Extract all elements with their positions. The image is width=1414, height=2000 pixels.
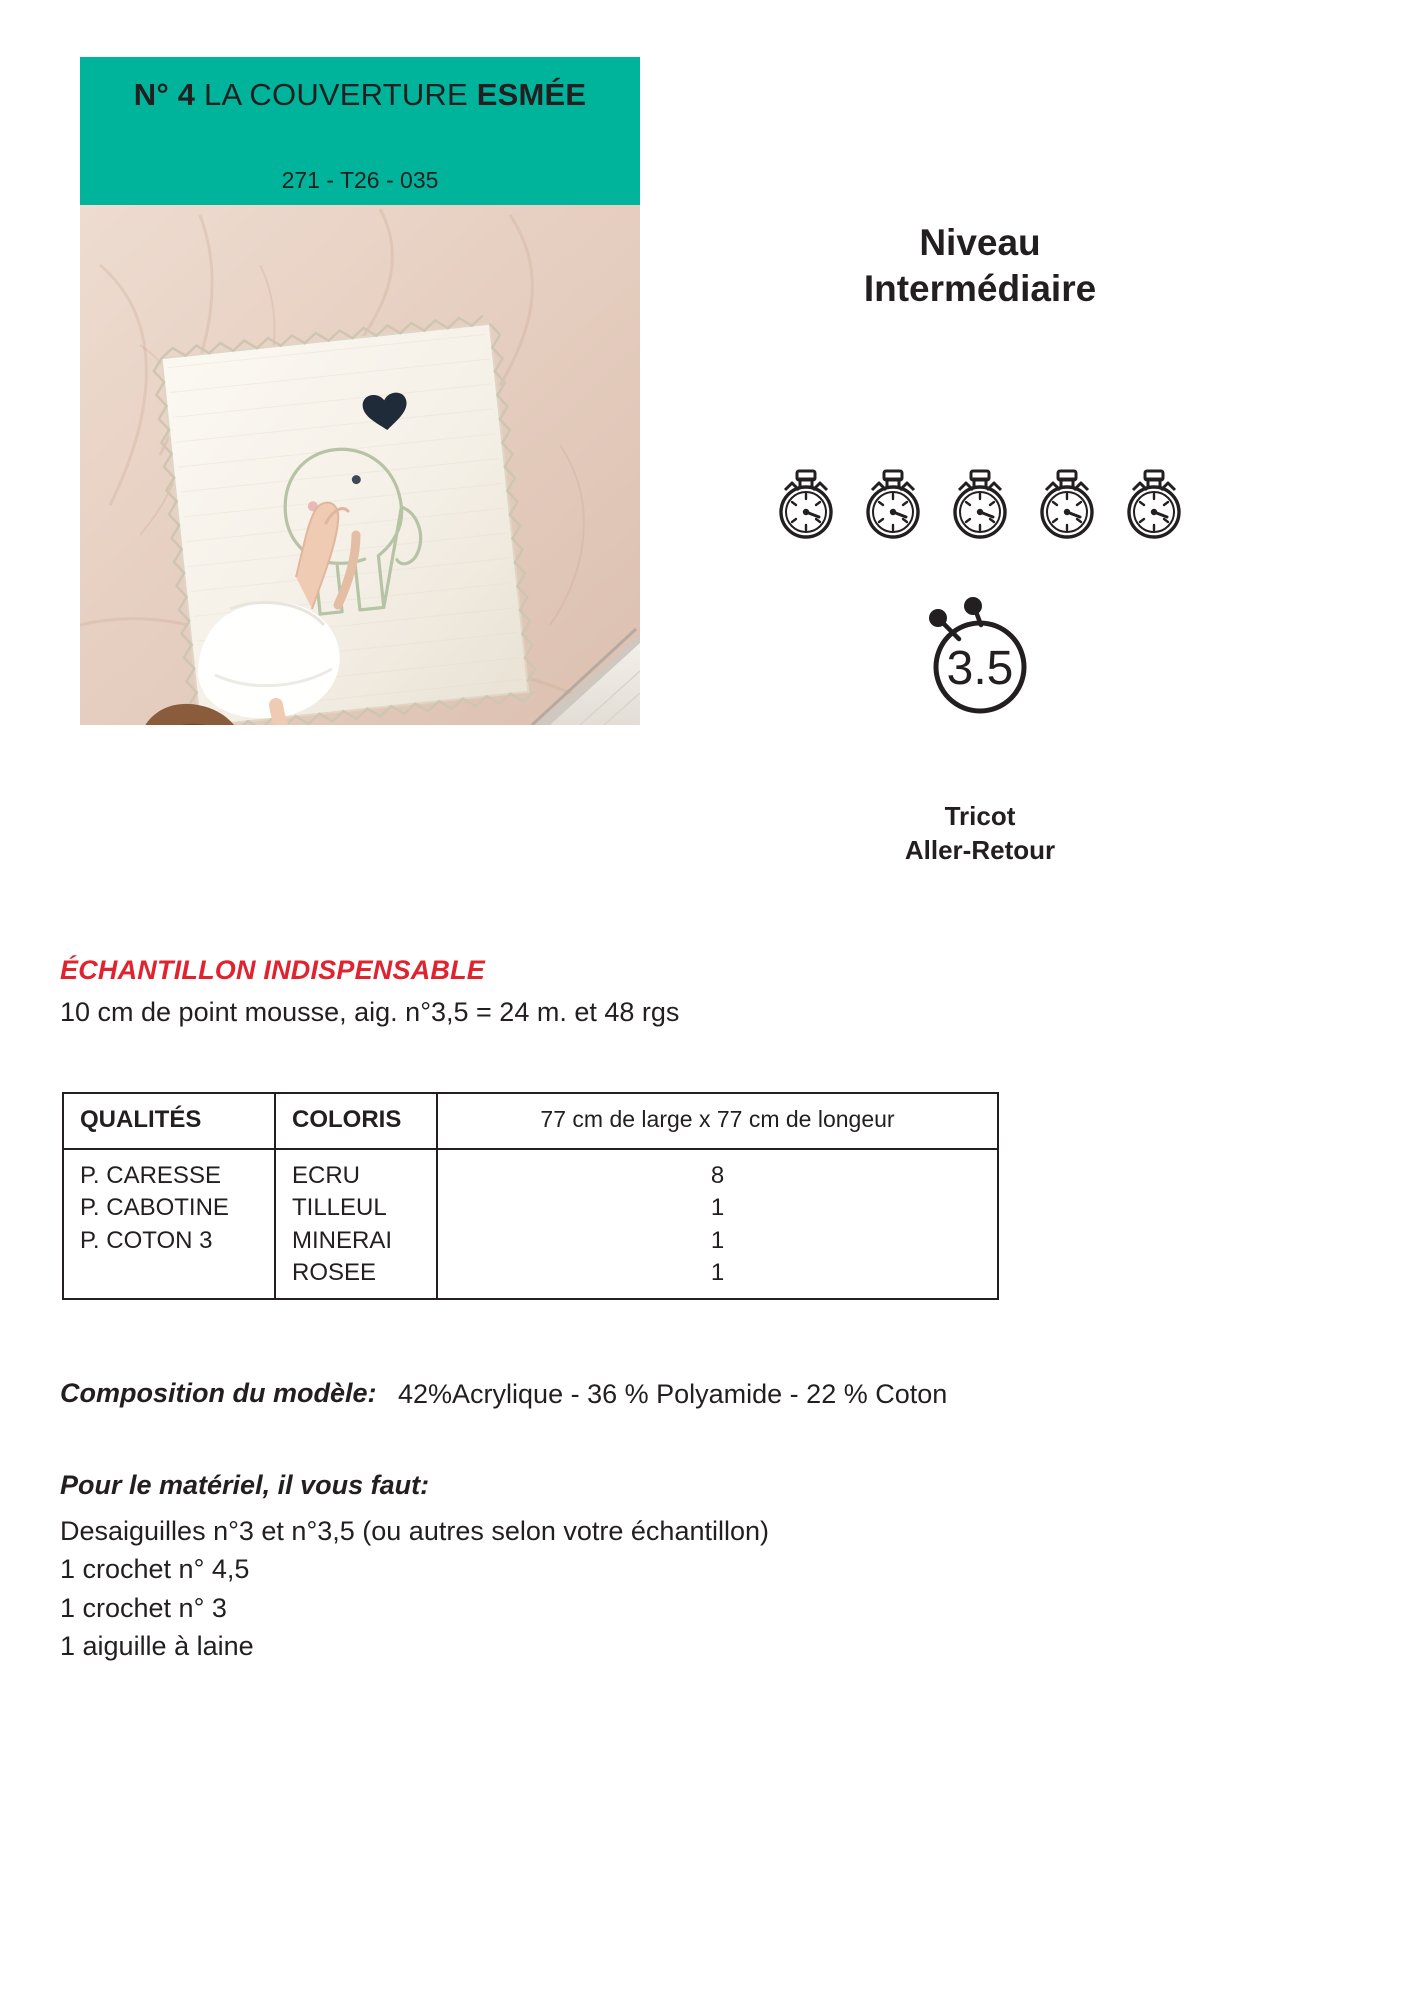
list-item: Desaiguilles n°3 et n°3,5 (ou autres selon votre échantillon) — [60, 1516, 770, 1546]
pattern-reference: 271 - T26 - 035 — [281, 167, 439, 193]
pattern-title-bold: ESMÉE — [476, 77, 587, 112]
stopwatch-icon — [945, 468, 1015, 540]
colors-list — [292, 1160, 436, 1290]
cell-qualities — [63, 1149, 275, 1299]
stopwatch-icon — [771, 468, 841, 540]
list-item: P. COTON 3 — [80, 1226, 213, 1254]
stopwatch-icon — [858, 468, 928, 540]
level-heading — [700, 220, 1260, 313]
list-item: 1 — [710, 1194, 725, 1222]
technique-line-2: Aller-Retour — [904, 834, 1056, 865]
stopwatch-icon — [1032, 468, 1102, 540]
cell-colors — [275, 1149, 437, 1299]
list-item: 1 — [710, 1226, 725, 1254]
page-title — [80, 77, 640, 113]
materials-heading: Pour le matériel, il vous faut: — [60, 1470, 430, 1500]
top-section — [0, 0, 1414, 940]
knitting-needles-icon — [915, 595, 1045, 725]
column-header-qualities: QUALITÉS — [63, 1093, 275, 1149]
gauge-detail: 10 cm de point mousse, aig. n°3,5 = 24 m. et 48 rgs — [60, 997, 680, 1027]
technique-label — [700, 800, 1260, 868]
yarn-requirements-table — [62, 1092, 999, 1300]
column-header-size: 77 cm de large x 77 cm de longeur — [437, 1093, 998, 1149]
pattern-title-regular: LA COUVERTURE — [204, 77, 468, 112]
list-item: TILLEUL — [292, 1194, 387, 1222]
list-item: MINERAI — [292, 1226, 393, 1254]
difficulty-rating — [700, 468, 1260, 540]
stopwatch-icon — [1119, 468, 1189, 540]
gauge-heading: ÉCHANTILLON INDISPENSABLE — [60, 955, 486, 985]
title-band — [80, 57, 640, 205]
list-item: ECRU — [292, 1162, 361, 1189]
pattern-number: N° 4 — [133, 77, 196, 112]
column-header-colors: COLORIS — [275, 1093, 437, 1149]
list-item: 1 crochet n° 3 — [60, 1592, 227, 1623]
composition-label: Composition du modèle: — [60, 1378, 377, 1408]
level-line-1: Niveau — [919, 222, 1041, 263]
qualities-list — [80, 1160, 274, 1257]
needle-size-indicator — [700, 595, 1260, 725]
composition-value: 42%Acrylique - 36 % Polyamide - 22 % Coton — [398, 1379, 948, 1409]
list-item: 1 aiguille à laine — [60, 1630, 254, 1661]
level-line-2: Intermédiaire — [863, 268, 1097, 310]
cell-quantities — [437, 1149, 998, 1299]
table-row — [63, 1149, 998, 1299]
materials-list — [60, 1512, 769, 1665]
composition-section — [60, 1378, 1160, 1414]
product-photo — [80, 205, 640, 725]
quantities-list — [438, 1160, 997, 1290]
technique-line-1: Tricot — [944, 801, 1016, 831]
list-item: P. CARESSE — [80, 1162, 221, 1189]
blanket-scene-illustration — [80, 205, 640, 725]
list-item: 1 — [710, 1259, 725, 1287]
level-section — [700, 220, 1340, 865]
needle-size-value: 3.5 — [946, 642, 1014, 695]
list-item: ROSEE — [292, 1259, 377, 1287]
list-item: 8 — [710, 1162, 725, 1189]
list-item: 1 crochet n° 4,5 — [60, 1554, 250, 1585]
table-header-row — [63, 1093, 998, 1149]
list-item: P. CABOTINE — [80, 1194, 229, 1222]
